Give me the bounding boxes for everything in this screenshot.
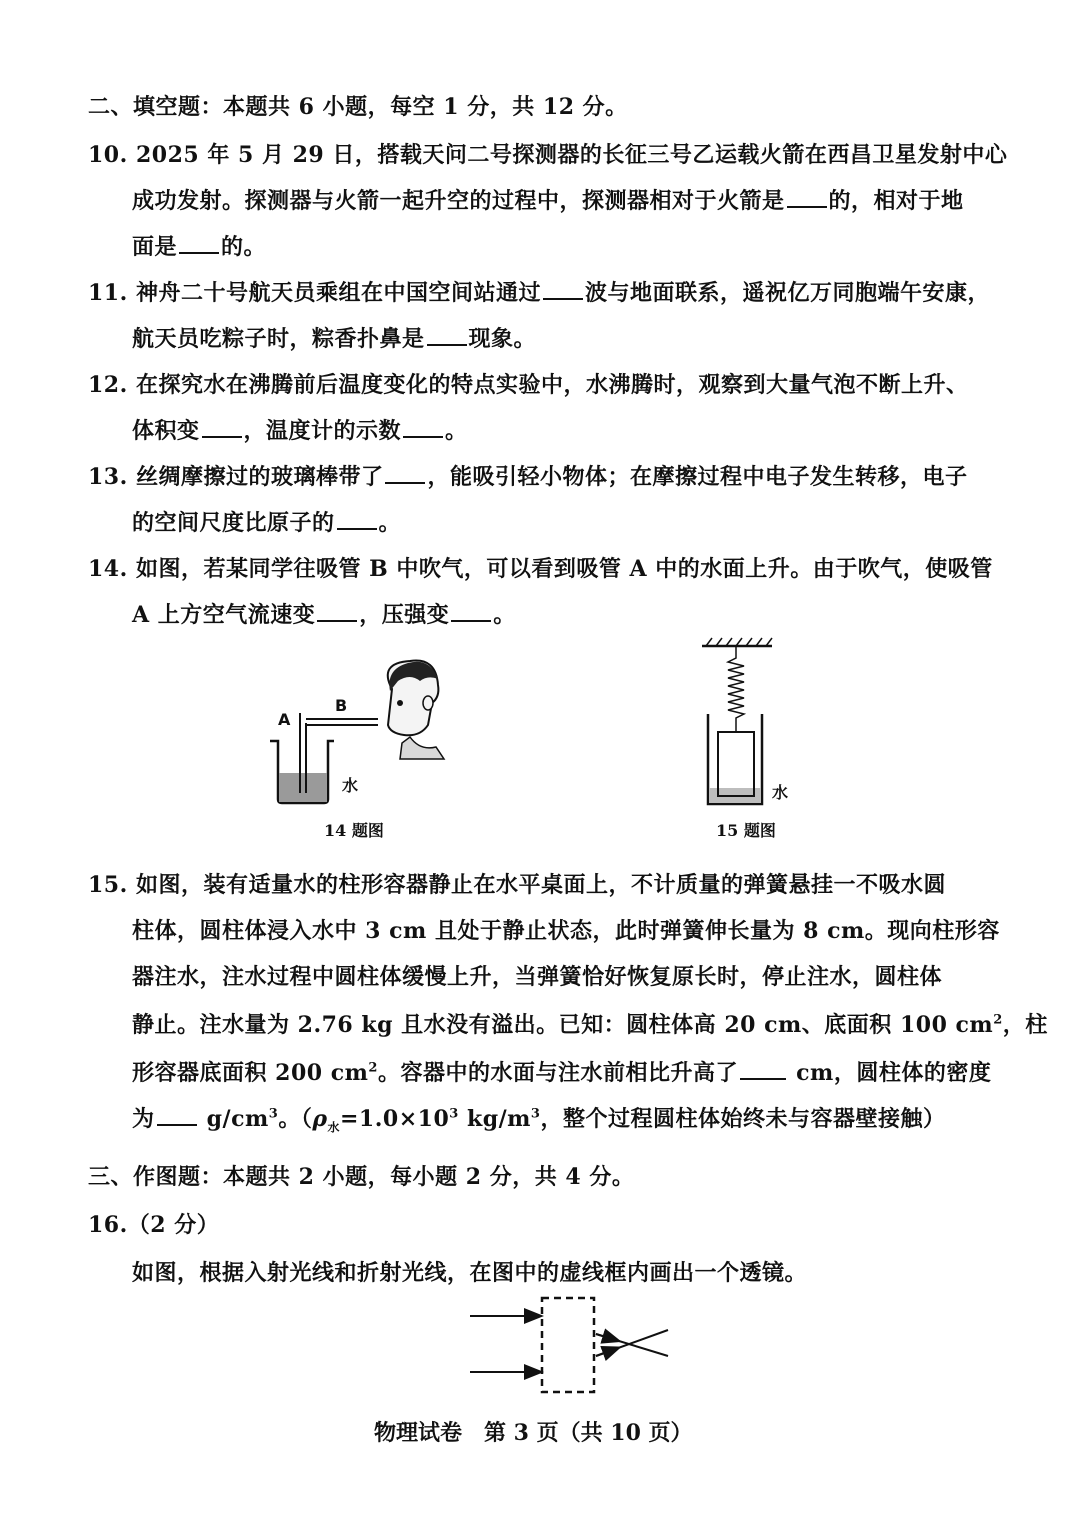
section2-heading: 二、填空题：本题共 6 小题，每空 1 分，共 12 分。 <box>88 94 628 120</box>
label-water: 水 <box>772 783 789 802</box>
blank <box>403 418 443 438</box>
cylinder <box>718 732 754 796</box>
lens-box <box>542 1298 594 1392</box>
figure-15 <box>690 636 800 811</box>
q15-line1: 15. 如图，装有适量水的柱形容器静止在水平桌面上，不计质量的弹簧悬挂一不吸水圆 <box>88 872 946 898</box>
water-fill <box>279 773 327 802</box>
q14-line1: 14. 如图，若某同学往吸管 B 中吹气，可以看到吸管 A 中的水面上升。由于吹气，使吸管 <box>88 556 993 582</box>
fig15-caption: 15 题图 <box>716 821 776 840</box>
refracted-arrow-bottom <box>596 1348 618 1356</box>
q11-line1: 11. 神舟二十号航天员乘组在中国空间站通过 波与地面联系，遥祝亿万同胞端午安康， <box>88 280 990 306</box>
blank <box>543 280 583 300</box>
q15-line5: 形容器底面积 200 $cm^2$。容器中的水面与注水前相比升高了 cm，圆柱体的密度 <box>132 1060 992 1086</box>
blank <box>157 1106 197 1126</box>
blank <box>317 602 357 622</box>
blank <box>202 418 242 438</box>
page-footer: 物理试卷 第 3 页（共 10 页） <box>374 1420 693 1446</box>
q10-line2: 成功发射。探测器与火箭一起升空的过程中，探测器相对于火箭是 的，相对于地 <box>132 188 964 214</box>
refracted-arrow-top <box>596 1334 618 1341</box>
q13-line1: 13. 丝绸摩擦过的玻璃棒带了 ，能吸引轻小物体；在摩擦过程中电子发生转移，电子 <box>88 464 968 490</box>
blank <box>179 234 219 254</box>
label-b: B <box>335 696 348 715</box>
q12-line1: 12. 在探究水在沸腾前后温度变化的特点实验中，水沸腾时，观察到大量气泡不断上升、 <box>88 372 969 398</box>
q16-line1: 16.（2 分） <box>88 1212 220 1238</box>
q10-line1: 10. 2025 年 5 月 29 日，搭载天问二号探测器的长征三号乙运载火箭在西昌卫星发射中心 <box>88 142 1008 168</box>
q14-line2: A 上方空气流速变 ，压强变 。 <box>132 602 516 628</box>
q15-line2: 柱体，圆柱体浸入水中 3 cm 且处于静止状态，此时弹簧伸长量为 8 cm。现向柱形容 <box>132 918 1000 944</box>
section3-heading: 三、作图题：本题共 2 小题，每小题 2 分，共 4 分。 <box>88 1164 635 1190</box>
blank <box>451 602 491 622</box>
figure-14 <box>260 655 460 815</box>
blank <box>337 510 377 530</box>
q15-line4: 静止。注水量为 2.76 kg 且水没有溢出。已知：圆柱体高 20 cm、底面积 100 $cm^2$，柱 <box>132 1012 1048 1038</box>
blank <box>427 326 467 346</box>
q15-line3: 器注水，注水过程中圆柱体缓慢上升，当弹簧恰好恢复原长时，停止注水，圆柱体 <box>132 964 943 990</box>
q15-line6: 为 $g/cm^3$。（$\rho_水=1.0\times 10^3$ $kg/m^3$，整个过程圆柱体始终未与容器壁接触） <box>132 1106 946 1135</box>
q13-line2: 的空间尺度比原子的 。 <box>132 510 402 536</box>
q12-line2: 体积变 ，温度计的示数 。 <box>132 418 468 444</box>
figure-16 <box>460 1290 680 1400</box>
blank <box>787 188 827 208</box>
q10-line3: 面是 的。 <box>132 234 267 260</box>
label-a: A <box>278 710 291 729</box>
fig14-caption: 14 题图 <box>324 821 384 840</box>
q11-line2: 航天员吃粽子时，粽香扑鼻是 现象。 <box>132 326 537 352</box>
label-water: 水 <box>342 776 359 795</box>
boy-illustration <box>388 661 444 760</box>
blank <box>385 464 425 484</box>
q16-line2: 如图，根据入射光线和折射光线，在图中的虚线框内画出一个透镜。 <box>132 1260 808 1286</box>
blank <box>740 1060 786 1080</box>
spring <box>728 646 744 732</box>
